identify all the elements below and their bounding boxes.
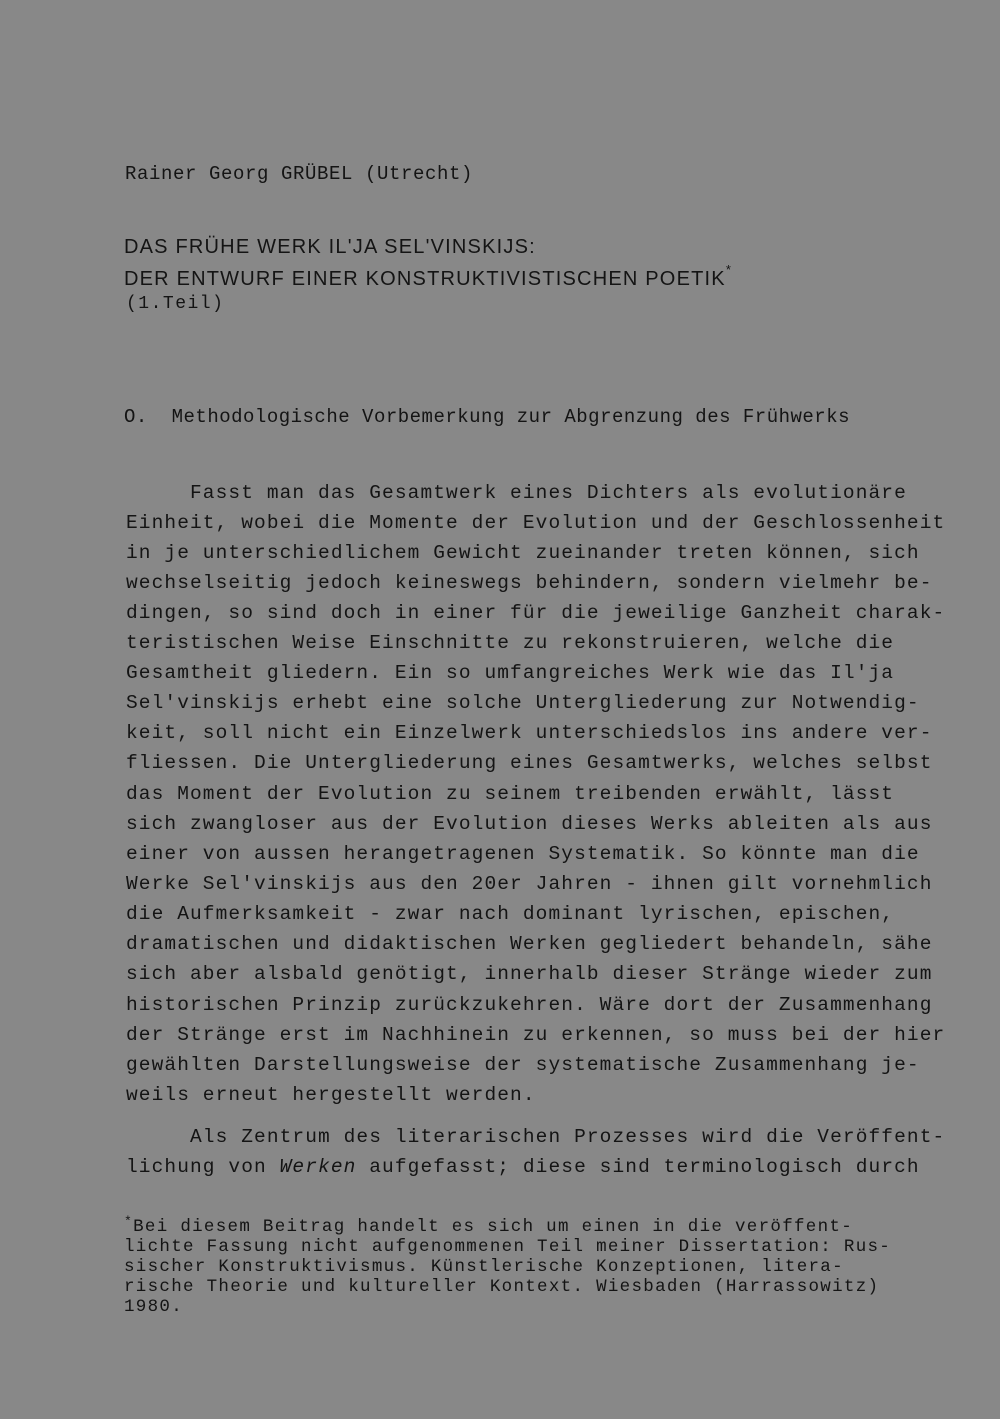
body-line: dingen, so sind doch in einer für die jeweilige Ganzheit charak- bbox=[126, 602, 946, 624]
body-line: fliessen. Die Untergliederung eines Gesamtwerks, welches selbst bbox=[126, 752, 933, 774]
author-line: Rainer Georg GRÜBEL (Utrecht) bbox=[125, 163, 474, 185]
body-line: weils erneut hergestellt werden. bbox=[126, 1084, 536, 1106]
body-line: historischen Prinzip zurückzukehren. Wäre dort der Zusammenhang bbox=[126, 994, 933, 1016]
section-heading: O. Methodologische Vorbemerkung zur Abgrenzung des Frühwerks bbox=[124, 406, 851, 428]
footnote-line: sischer Konstruktivismus. Künstlerische Konzeptionen, litera- bbox=[124, 1257, 844, 1277]
footnote-mark: * bbox=[124, 1214, 134, 1229]
body-text: aufgefasst; diese sind terminologisch durch bbox=[356, 1156, 920, 1178]
footnote-line bbox=[124, 1214, 854, 1237]
title-line-2 bbox=[124, 262, 733, 291]
footnote-text: Bei diesem Beitrag handelt es sich um einen in die veröffent- bbox=[133, 1217, 854, 1237]
body-line: Gesamtheit gliedern. Ein so umfangreiches Werk wie das Il'ja bbox=[126, 662, 895, 684]
body-line: der Stränge erst im Nachhinein zu erkennen, so muss bei der hier bbox=[126, 1024, 946, 1046]
body-line: dramatischen und didaktischen Werken gegliedert behandeln, sähe bbox=[126, 933, 933, 955]
body-line: das Moment der Evolution zu seinem treibenden erwählt, lässt bbox=[126, 783, 895, 805]
body-line: Einheit, wobei die Momente der Evolution und der Geschlossenheit bbox=[126, 512, 946, 534]
body-line: Fasst man das Gesamtwerk eines Dichters als evolutionäre bbox=[126, 482, 907, 504]
body-line: Sel'vinskijs erhebt eine solche Untergliederung zur Notwendig- bbox=[126, 692, 920, 714]
body-line: sich aber alsbald genötigt, innerhalb dieser Stränge wieder zum bbox=[126, 963, 933, 985]
footnote-line: 1980. bbox=[124, 1297, 184, 1317]
body-line: sich zwangloser aus der Evolution dieses Werks ableiten als aus bbox=[126, 813, 933, 835]
body-line bbox=[126, 1156, 920, 1178]
title-line-3: (1.Teil) bbox=[126, 294, 225, 314]
body-line: keit, soll nicht ein Einzelwerk unterschiedslos ins andere ver- bbox=[126, 722, 933, 744]
body-line: die Aufmerksamkeit - zwar nach dominant lyrischen, epischen, bbox=[126, 903, 895, 925]
body-line: gewählten Darstellungsweise der systematische Zusammenhang je- bbox=[126, 1054, 920, 1076]
footnote-line: lichte Fassung nicht aufgenommenen Teil meiner Dissertation: Rus- bbox=[124, 1237, 892, 1257]
body-line: einer von aussen herangetragenen Systematik. So könnte man die bbox=[126, 843, 920, 865]
italic-term: Werken bbox=[279, 1156, 357, 1178]
body-line: Als Zentrum des literarischen Prozesses wird die Veröffent- bbox=[126, 1126, 946, 1148]
title-line-1: DAS FRÜHE WERK IL'JA SEL'VINSKIJS: bbox=[124, 236, 536, 258]
body-line: Werke Sel'vinskijs aus den 20er Jahren - ihnen gilt vornehmlich bbox=[126, 873, 933, 895]
body-line: in je unterschiedlichem Gewicht zueinander treten können, sich bbox=[126, 542, 920, 564]
body-line: wechselseitig jedoch keineswegs behindern, sondern vielmehr be- bbox=[126, 572, 933, 594]
body-text: lichung von bbox=[126, 1156, 280, 1178]
footnote-line: rische Theorie und kultureller Kontext. Wiesbaden (Harrassowitz) bbox=[124, 1277, 880, 1297]
title-footnote-mark: * bbox=[725, 262, 733, 277]
body-line: teristischen Weise Einschnitte zu rekonstruieren, welche die bbox=[126, 632, 895, 654]
title-line-2-text: DER ENTWURF EINER KONSTRUKTIVISTISCHEN POETIK bbox=[124, 268, 726, 290]
